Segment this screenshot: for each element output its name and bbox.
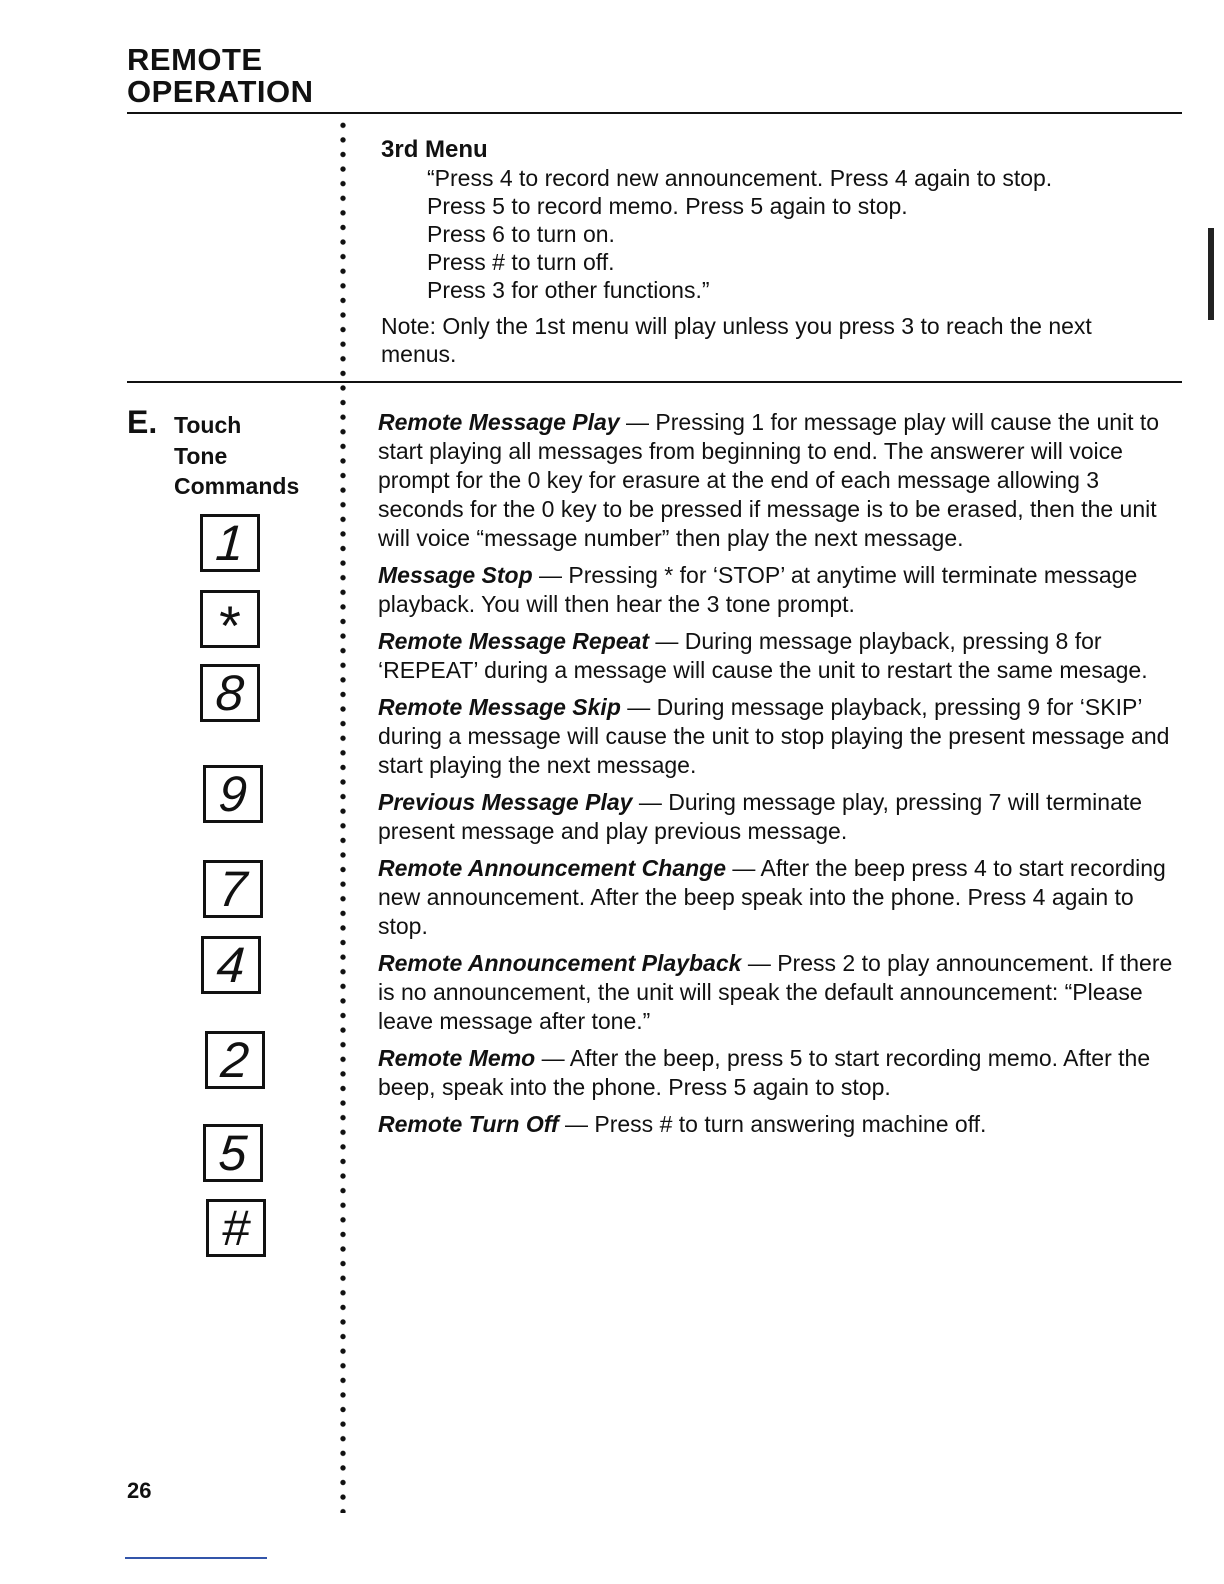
key-label: 4 <box>215 937 247 993</box>
dotted-column-rule <box>336 118 350 1513</box>
command-item <box>378 949 1186 1036</box>
key-label: * <box>219 594 241 657</box>
key-label: # <box>220 1200 252 1256</box>
command-text: — Pressing 1 for message play will cause the unit to start playing all messages from beginning to end. The answerer will voice prompt for the 0 key for erasure at the end of each message allowing 3 seconds for the 0 key to be pressed if message is to be erased, then the unit will voice “message number” then play the next message. <box>378 409 1160 551</box>
menu-line: “Press 4 to record new announcement. Press 4 again to stop. <box>427 165 1053 191</box>
bottom-edge-line <box>125 1557 267 1559</box>
key-label: 5 <box>217 1125 249 1181</box>
key-7-icon <box>203 860 263 918</box>
command-title: Message Stop <box>378 562 533 588</box>
third-menu-heading: 3rd Menu <box>381 136 488 163</box>
section-letter: E. <box>127 404 158 440</box>
command-title: Remote Message Play <box>378 409 620 435</box>
menu-note: Note: Only the 1st menu will play unless you press 3 to reach the next menus. <box>381 313 1092 367</box>
page-number: 26 <box>127 1478 152 1503</box>
command-text: — During message playback, pressing 8 for ‘REPEAT’ during a message will cause the unit to restart the same mesage. <box>378 628 1148 683</box>
command-title: Remote Memo <box>378 1045 536 1071</box>
command-title: Remote Message Skip <box>378 694 621 720</box>
command-item <box>378 408 1186 553</box>
section-title-line: Commands <box>174 473 300 499</box>
command-item <box>378 627 1186 685</box>
menu-line: Press 5 to record memo. Press 5 again to stop. <box>427 193 908 219</box>
command-item <box>378 693 1186 780</box>
command-title: Previous Message Play <box>378 789 633 815</box>
key-1-icon <box>200 514 260 572</box>
menu-line: Press 6 to turn on. <box>427 221 615 247</box>
title-line-2: OPERATION <box>127 74 314 109</box>
key-label: 2 <box>219 1032 251 1088</box>
section-title <box>174 410 334 502</box>
third-menu-block <box>381 136 1181 368</box>
menu-line: Press 3 for other functions.” <box>427 277 710 303</box>
key-9-icon <box>203 765 263 823</box>
section-title-line: Touch <box>174 412 242 438</box>
command-item <box>378 1110 1186 1139</box>
command-text: — Press 2 to play announcement. If there is no announcement, the unit will speak the default announcement: “Please leave message after tone.” <box>378 950 1173 1034</box>
key-label: 8 <box>214 665 246 721</box>
command-item <box>378 1044 1186 1102</box>
section-title-line: Tone <box>174 442 228 469</box>
key-star-icon <box>200 590 260 657</box>
command-text: — During message play, pressing 7 will terminate present message and play previous message. <box>378 789 1143 844</box>
menu-line: Press # to turn off. <box>427 249 615 275</box>
section-divider <box>127 381 1182 383</box>
key-8-icon <box>200 664 260 722</box>
command-title: Remote Announcement Change <box>378 855 727 881</box>
command-title: Remote Announcement Playback <box>378 950 742 976</box>
key-label: 7 <box>217 861 249 917</box>
command-item <box>378 561 1186 619</box>
command-text: — Press # to turn answering machine off. <box>565 1111 987 1137</box>
top-divider <box>127 112 1182 114</box>
scan-edge-mark <box>1208 228 1214 320</box>
command-item <box>378 854 1186 941</box>
command-title: Remote Message Repeat <box>378 628 649 654</box>
key-label: 1 <box>214 515 246 571</box>
command-text: — After the beep, press 5 to start recording memo. After the beep, speak into the phone. Press 5 again to stop. <box>378 1045 1151 1100</box>
key-4-icon <box>201 936 261 994</box>
command-list <box>378 408 1186 1147</box>
title-line-1: REMOTE <box>127 42 263 77</box>
page-title <box>127 44 427 108</box>
command-text: — Pressing * for ‘STOP’ at anytime will terminate message playback. You will then hear the 3 tone prompt. <box>378 562 1138 617</box>
command-title: Remote Turn Off <box>378 1111 559 1137</box>
key-5-icon <box>203 1124 263 1182</box>
key-hash-icon <box>206 1199 266 1257</box>
key-label: 9 <box>217 766 249 822</box>
command-item <box>378 788 1186 846</box>
key-2-icon <box>205 1031 265 1089</box>
command-text: — After the beep press 4 to start recording new announcement. After the beep speak into the phone. Press 4 again to stop. <box>378 855 1166 939</box>
command-text: — During message playback, pressing 9 for ‘SKIP’ during a message will cause the unit to stop playing the present message and start playing the next message. <box>378 694 1170 778</box>
